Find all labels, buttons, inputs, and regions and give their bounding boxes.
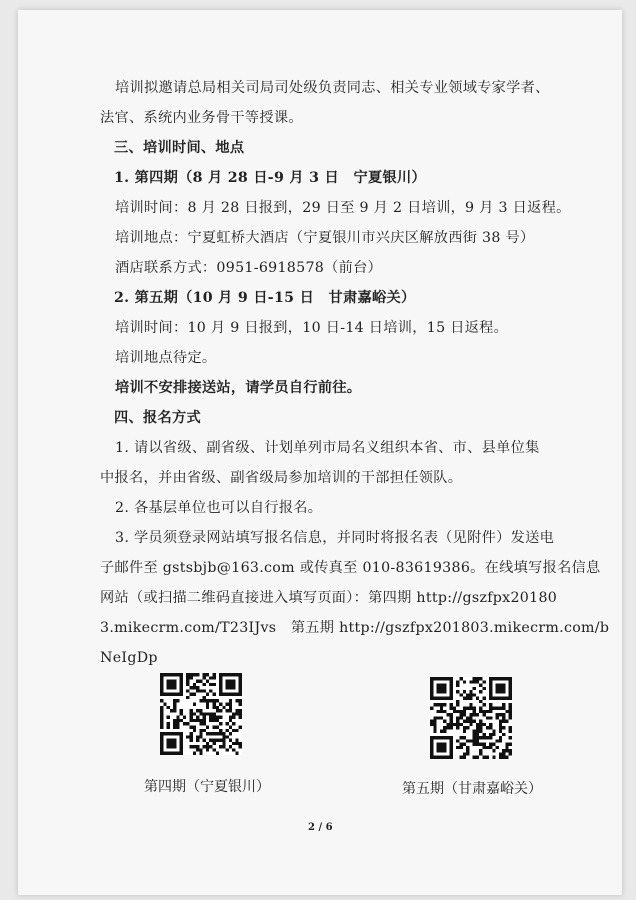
paragraph-line: 培训地点待定。 [115,350,217,366]
qr-caption-session-4: 第四期（宁夏银川） [144,779,270,795]
paragraph-line: 酒店联系方式：0951-6918578（前台） [115,260,383,276]
section-heading-registration: 四、报名方式 [114,410,201,426]
qr-caption-session-5: 第五期（甘肃嘉峪关） [402,781,542,797]
paragraph-line: 培训拟邀请总局相关司局司处级负责同志、相关专业领域专家学者、 [115,80,550,96]
paragraph-line: 网站（或扫描二维码直接进入填写页面）：第四期 http://gszfpx20180 [100,590,558,606]
paragraph-line: 培训地点：宁夏虹桥大酒店（宁夏银川市兴庆区解放西街 38 号） [115,230,535,246]
transport-notice: 培训不安排接送站，请学员自行前往。 [115,380,362,396]
paragraph-line: 培训时间：8 月 28 日报到，29 日至 9 月 2 日培训，9 月 3 日返程。 [115,200,571,216]
session-4-heading: 1. 第四期（8 月 28 日-9 月 3 日 宁夏银川） [114,170,426,186]
session-5-heading: 2. 第五期（10 月 9 日-15 日 甘肃嘉峪关） [114,290,416,306]
paragraph-line: 中报名，并由省级、副省级局参加培训的干部担任领队。 [100,470,463,486]
paragraph-line: 子邮件至 gstsbjb@163.com 或传真至 010-83619386。在线填写报名信息 [100,560,601,576]
page-number: 2 / 6 [308,822,333,833]
document-page [18,10,622,895]
paragraph-line: 3. 学员须登录网站填写报名信息，并同时将报名表（见附件）发送电 [115,530,555,546]
section-heading-time-place: 三、培训时间、地点 [114,140,245,156]
qr-code-icon [160,673,242,755]
qr-code-session-4[interactable] [160,673,242,755]
paragraph-line: 培训时间：10 月 9 日报到，10 日-14 日培训，15 日返程。 [115,320,509,336]
paragraph-line: 3.mikecrm.com/T23IJvs 第五期 http://gszfpx201803.mikecrm.com/b [100,620,610,636]
qr-code-icon [430,677,512,759]
paragraph-line: 法官、系统内业务骨干等授课。 [100,110,303,126]
paragraph-line: 2. 各基层单位也可以自行报名。 [115,500,323,516]
paragraph-line: 1. 请以省级、副省级、计划单列市局名义组织本省、市、县单位集 [115,440,540,456]
paragraph-line: NeIgDp [100,650,158,666]
qr-code-session-5[interactable] [430,677,512,759]
